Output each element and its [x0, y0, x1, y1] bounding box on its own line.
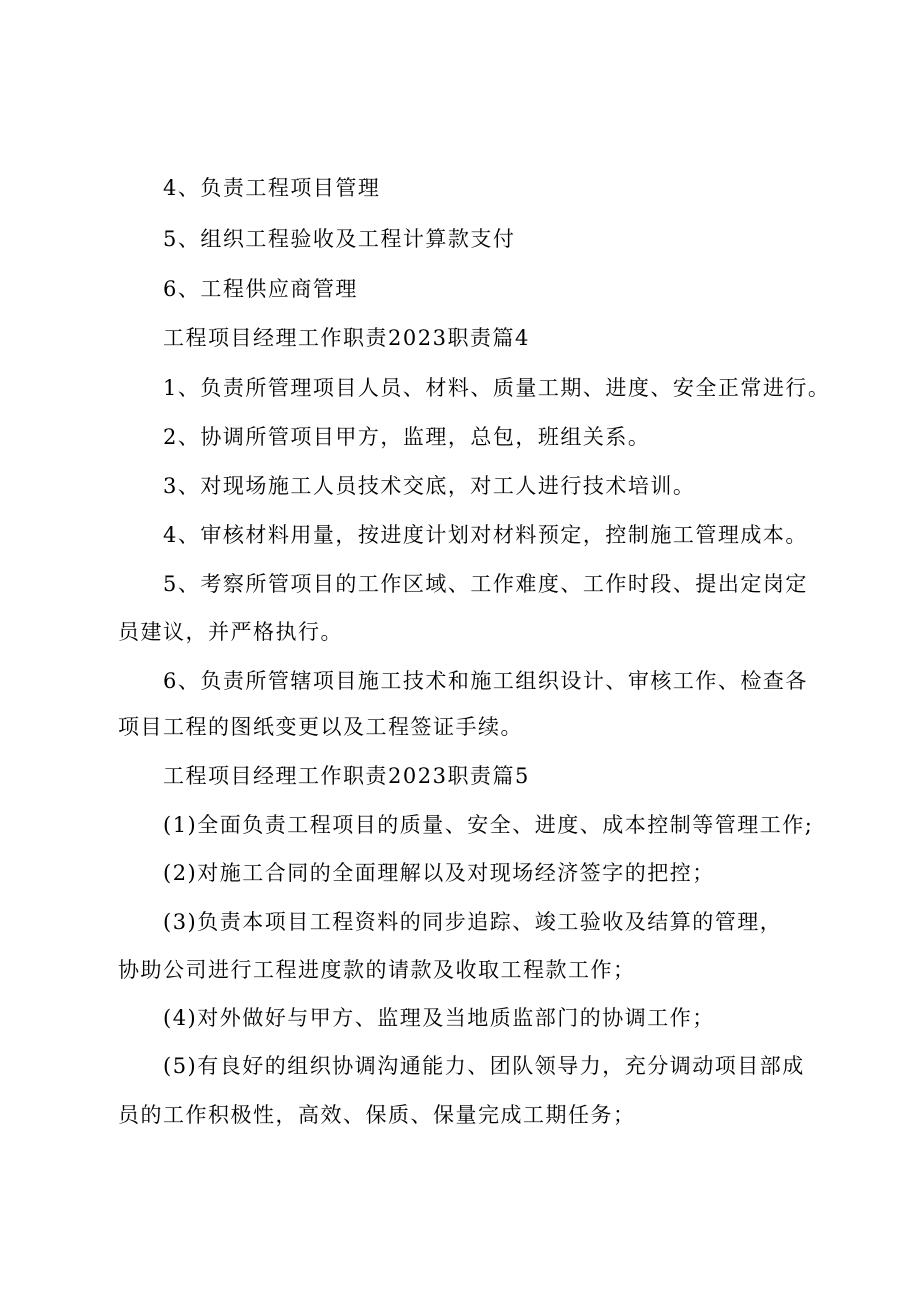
list-item-continuation: 项目工程的图纸变更以及工程签证手续。: [118, 715, 523, 739]
list-item-continuation: 协助公司进行工程进度款的请款及收取工程款工作；: [118, 958, 636, 982]
list-item: 5、考察所管项目的工作区域、工作难度、工作时段、提出定岗定: [163, 572, 808, 596]
list-item: 3、对现场施工人员技术交底，对工人进行技术培训。: [163, 474, 696, 498]
list-item: (2)对施工合同的全面理解以及对现场经济签字的把控；: [163, 861, 715, 885]
list-item: 6、工程供应商管理: [163, 277, 358, 301]
list-item: (1)全面负责工程项目的质量、安全、进度、成本控制等管理工作;: [163, 813, 814, 837]
list-item-continuation: 员的工作积极性，高效、保质、保量完成工期任务；: [118, 1103, 636, 1127]
section-heading: 工程项目经理工作职责2023职责篇5: [163, 764, 530, 788]
list-item: 4、负责工程项目管理: [163, 176, 381, 200]
section-heading: 工程项目经理工作职责2023职责篇4: [163, 326, 530, 350]
list-item: 6、负责所管辖项目施工技术和施工组织设计、审核工作、检查各: [163, 669, 808, 693]
list-item-continuation: 员建议，并严格执行。: [118, 620, 343, 644]
list-item: 1、负责所管理项目人员、材料、质量工期、进度、安全正常进行。: [163, 376, 831, 400]
list-item: (3)负责本项目工程资料的同步追踪、竣工验收及结算的管理，: [163, 910, 783, 934]
list-item: 5、组织工程验收及工程计算款支付: [163, 227, 516, 251]
list-item: (4)对外做好与甲方、监理及当地质监部门的协调工作；: [163, 1006, 715, 1030]
list-item: 2、协调所管项目甲方，监理，总包，班组关系。: [163, 425, 651, 449]
list-item: 4、审核材料用量，按进度计划对材料预定，控制施工管理成本。: [163, 523, 808, 547]
list-item: (5)有良好的组织协调沟通能力、团队领导力，充分调动项目部成: [163, 1054, 805, 1078]
